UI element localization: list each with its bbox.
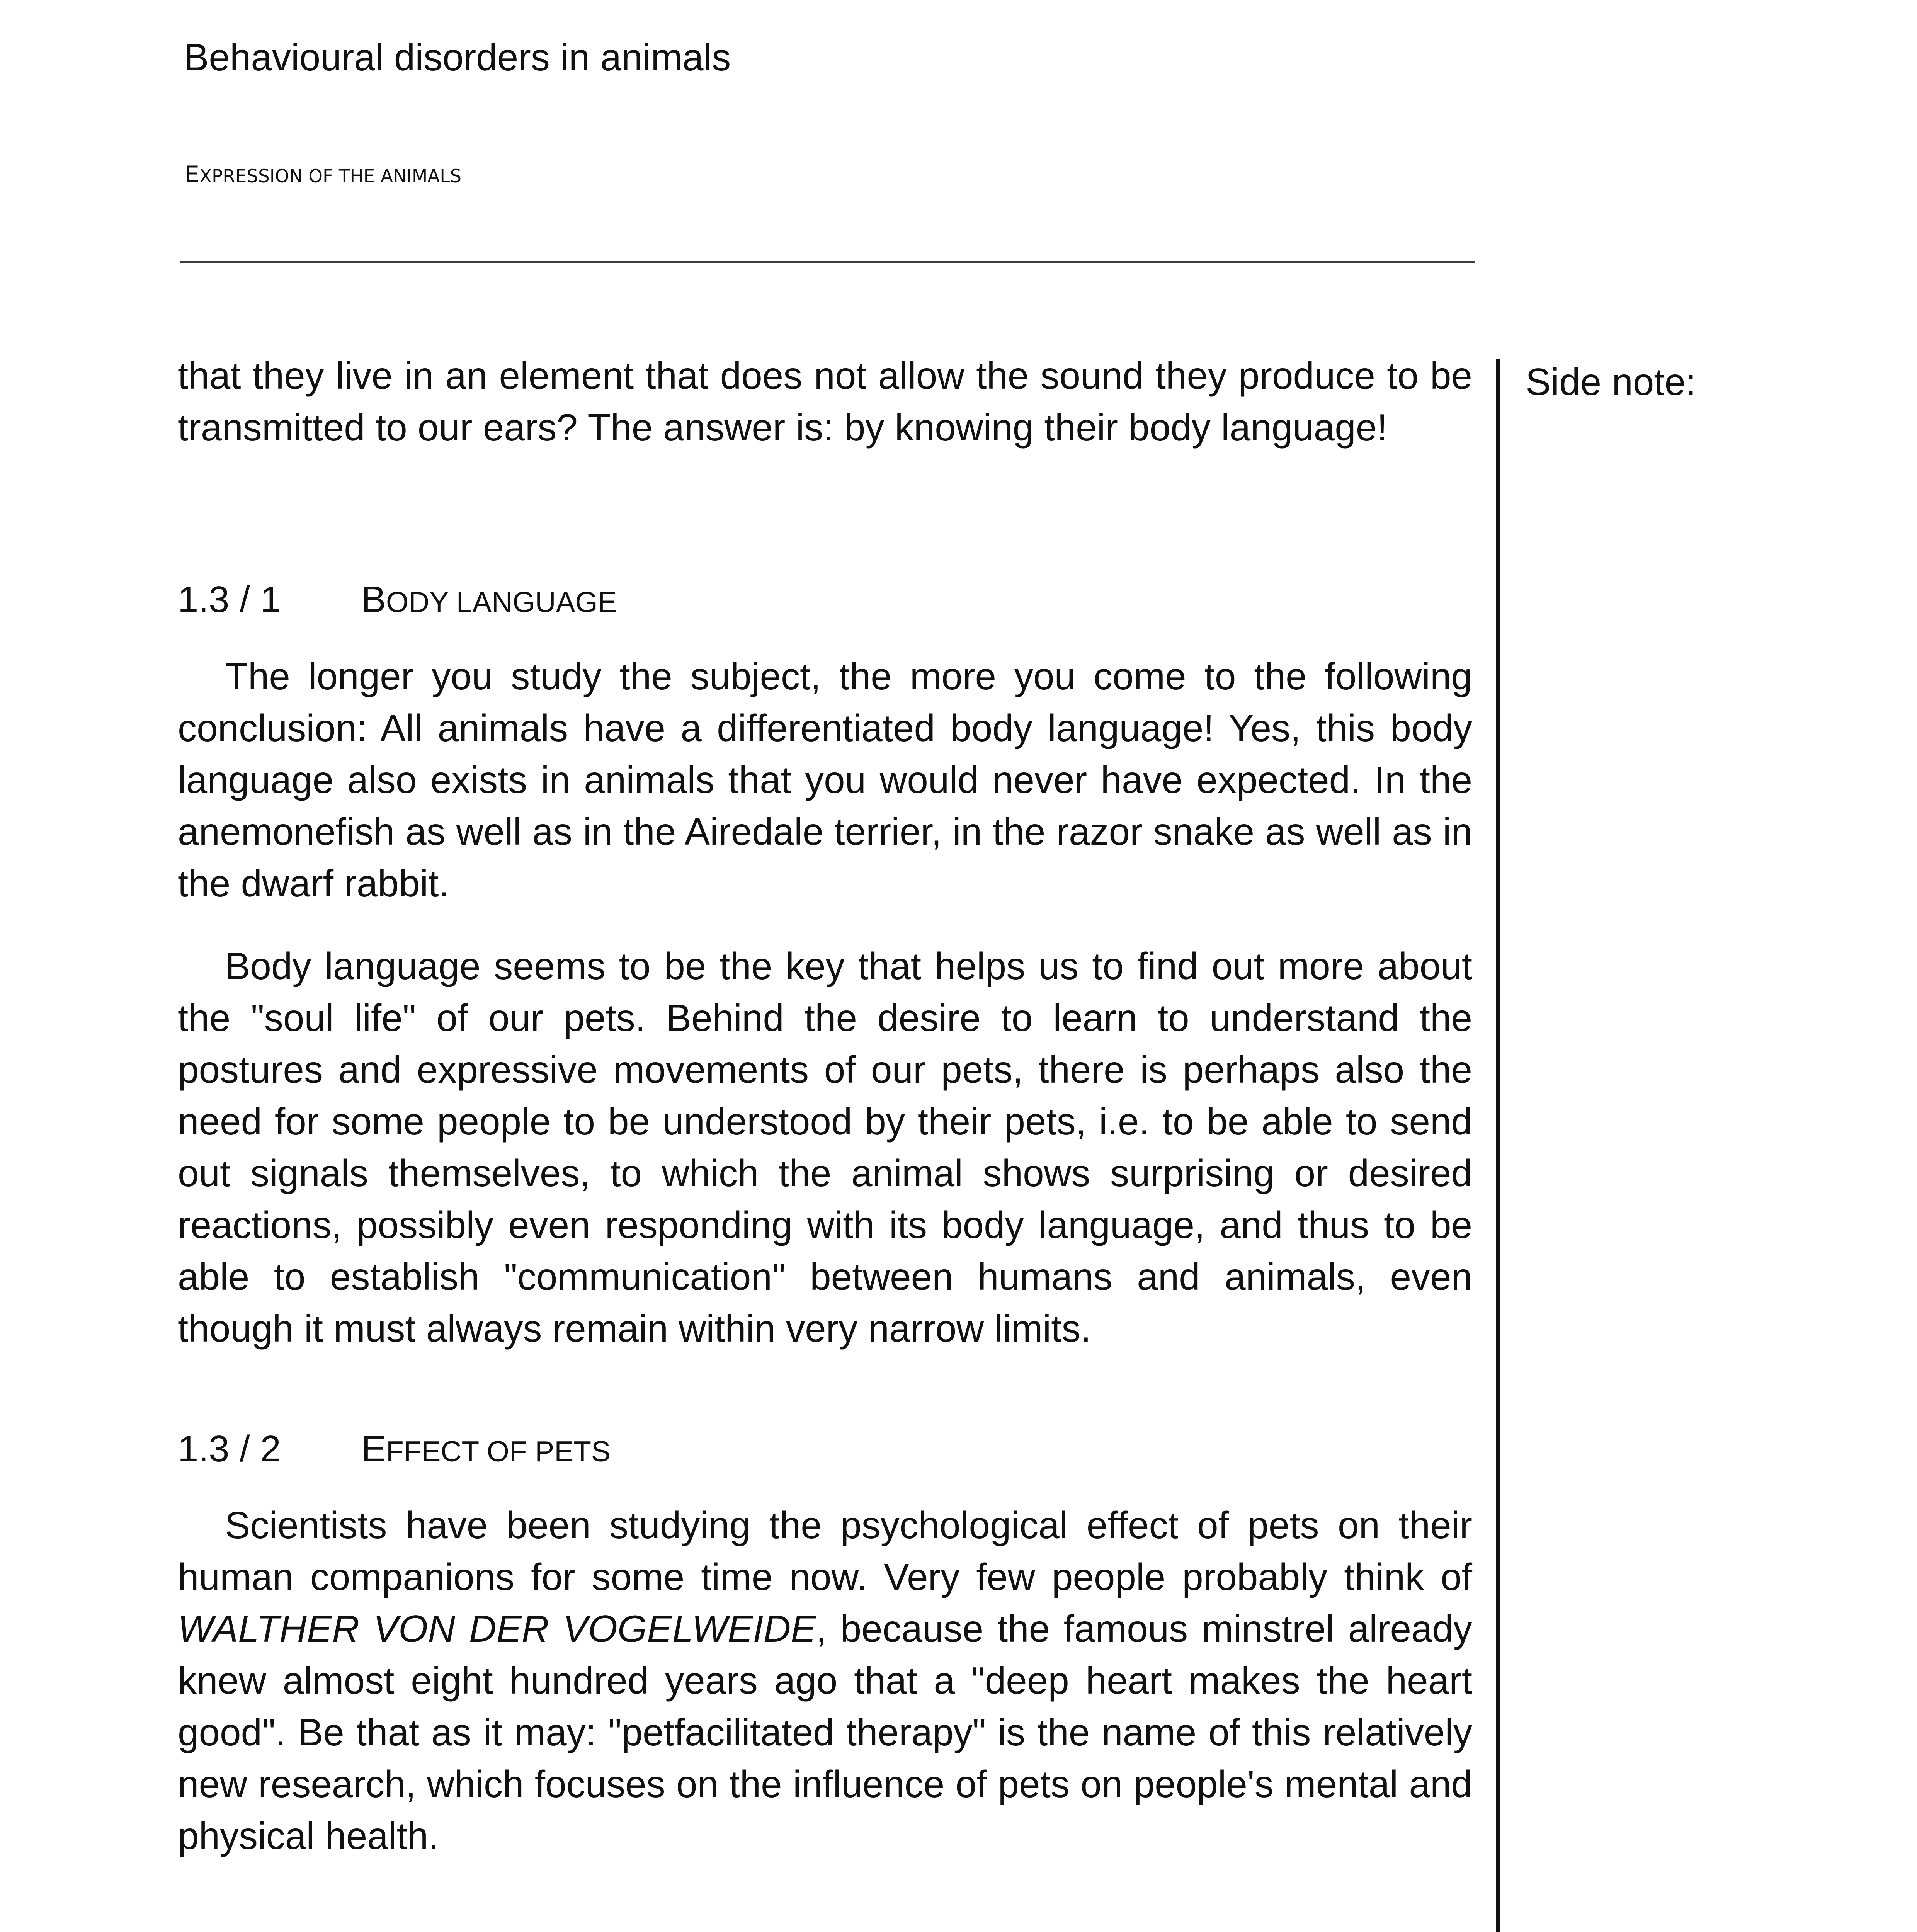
section-number: 1.3 / 2 bbox=[178, 1428, 281, 1469]
section-title-initial: B bbox=[361, 579, 386, 620]
section-heading-body-language bbox=[178, 577, 617, 625]
paragraph-text-start: Scientists have been studying the psychological effect of pets on their human companions for some time now. Very few people probably think of bbox=[178, 1504, 1472, 1598]
section-title bbox=[361, 1428, 611, 1469]
section-body-language-text bbox=[178, 650, 1472, 1354]
section-number: 1.3 / 1 bbox=[178, 579, 281, 620]
person-name: WALTHER VON DER VOGELWEIDE bbox=[178, 1607, 816, 1650]
section-title-rest: ODY LANGUAGE bbox=[386, 586, 617, 618]
section-effect-of-pets-text bbox=[178, 1499, 1472, 1862]
section-heading-effect-of-pets bbox=[178, 1426, 611, 1475]
body-paragraph: Body language seems to be the key that helps us to find out more about the "soul life" of our pets. Behind the desire to learn to understand the postures and expressive movements of our pets, there is perhaps also the need for some people to be understood by their pets, i.e. to be able to send out signals themselves, to which the animal shows surprising or desired reactions, possibly even responding with its body language, and thus to be able to establish "communication" between humans and animals, even though it must always remain within very narrow limits. bbox=[178, 945, 1472, 1350]
intro-text bbox=[178, 350, 1472, 453]
intro-paragraph: that they live in an element that does not allow the sound they produce to be transmitted to our ears? The answer is: by knowing their body language! bbox=[178, 354, 1472, 449]
chapter-heading-initial: E bbox=[185, 161, 199, 188]
section-title bbox=[361, 579, 617, 620]
section-title-initial: E bbox=[361, 1428, 386, 1469]
margin-divider bbox=[1496, 359, 1500, 1932]
running-header-title: Behavioural disorders in animals bbox=[184, 36, 731, 78]
body-paragraph bbox=[178, 1499, 1472, 1862]
side-note-label: Side note: bbox=[1526, 361, 1696, 403]
chapter-heading bbox=[185, 159, 461, 192]
body-paragraph: The longer you study the subject, the more you come to the following conclusion: All animals have a differentiated body language! Yes, this body language also exists in animals that you would never have expected. In the anemonefish as well as in the Airedale terrier, in the razor snake as well as in the dwarf rabbit. bbox=[178, 655, 1472, 905]
header-divider bbox=[180, 261, 1475, 263]
chapter-heading-rest: XPRESSION OF THE ANIMALS bbox=[199, 166, 462, 187]
paragraph-text-end: , because the famous minstrel already knew almost eight hundred years ago that a "deep heart makes the heart good". Be that as it may: "petfacilitated therapy" is the name of this relatively new research, which focuses on the influence of pets on people's mental and physical health. bbox=[178, 1607, 1472, 1857]
section-title-rest: FFECT OF PETS bbox=[386, 1435, 611, 1468]
